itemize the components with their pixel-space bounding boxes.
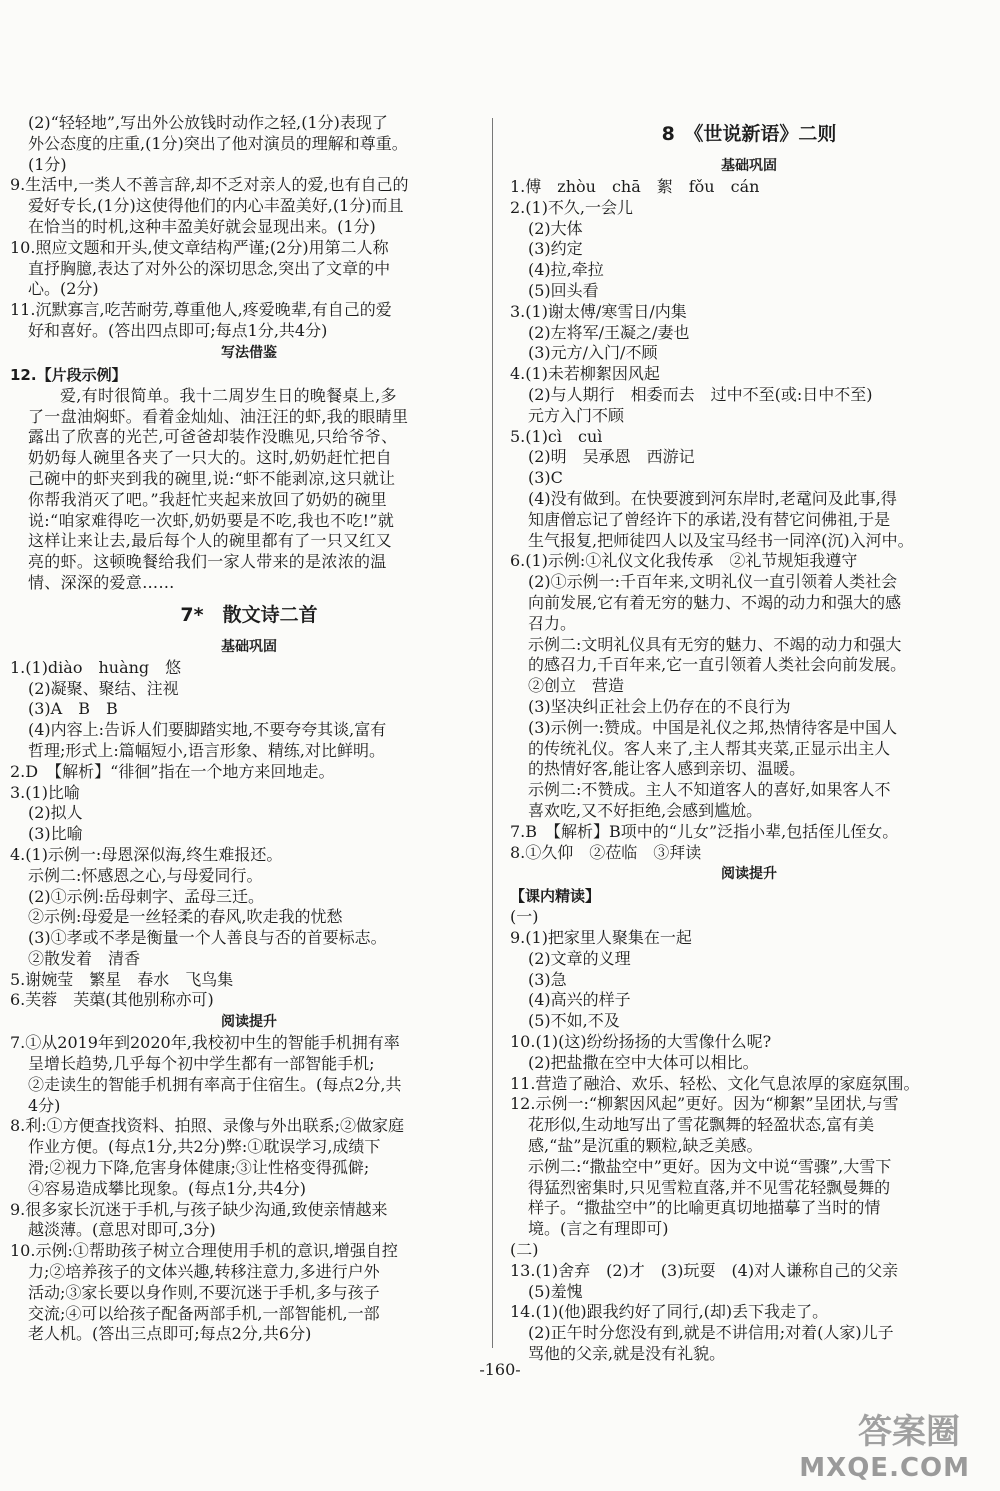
text-line: (4)高兴的样子 xyxy=(528,990,631,1010)
text-line: 越淡薄。(意思对即可,3分) xyxy=(28,1220,216,1240)
text-line: (2)明 吴承恩 西游记 xyxy=(528,447,695,467)
text-line: (3)约定 xyxy=(528,239,583,259)
text-line: (3)C xyxy=(528,468,563,488)
text-line: 滑;②视力下降,危害身体健康;③让性格变得孤僻; xyxy=(28,1158,370,1178)
text-line: (5)回头看 xyxy=(528,280,599,300)
tag-heading: 【课内精读】 xyxy=(510,887,601,906)
subsection-title: 阅读提升 xyxy=(721,866,777,883)
text-line: 3.(1)比喻 xyxy=(10,782,80,802)
text-line: 外公态度的庄重,(1分)突出了他对演员的理解和尊重。 xyxy=(28,133,408,153)
text-line: 10.示例:①帮助孩子树立合理使用手机的意识,增强自控 xyxy=(10,1241,398,1261)
text-line: 2.(1)不久,一会儿 xyxy=(510,197,634,217)
text-line: 爱好专长,(1分)这使得他们的内心丰盈美好,(1分)而且 xyxy=(28,196,404,216)
left-column-content xyxy=(0,113,488,1345)
text-line: (2)左将军/王凝之/妻也 xyxy=(528,322,690,342)
sample-line: 说:“咱家难得吃一次虾,奶奶要是不吃,我也不吃!”就 xyxy=(28,510,395,530)
text-line: 1.(1)diào huàng 悠 xyxy=(10,657,182,677)
text-line: 12.示例一:“柳絮因风起”更好。因为“柳絮”呈团状,与雪 xyxy=(510,1094,899,1114)
text-line: ②示例:母爱是一丝轻柔的春风,吹走我的忧愁 xyxy=(28,907,343,927)
text-line: 生气报复,把师徒四人以及宝马经书一同淬(沉)入河中。 xyxy=(528,530,914,550)
text-line: 2.D 【解析】“徘徊”指在一个地方来回地走。 xyxy=(10,761,335,781)
text-line: 示例二:不赞成。主人不知道客人的喜好,如果客人不 xyxy=(528,780,891,800)
sample-line: 奶奶每人碗里各夹了一只大的。这时,奶奶赶忙把自 xyxy=(28,448,392,468)
text-line: 8.①久仰 ②莅临 ③拜读 xyxy=(510,842,702,862)
text-line: 喜欢吃,又不好拒绝,会感到尴尬。 xyxy=(528,800,763,820)
text-line: 境。(言之有理即可) xyxy=(528,1219,669,1239)
text-line: 好和喜好。(答出四点即可;每点1分,共4分) xyxy=(28,320,328,340)
tag-heading: 12.【片段示例】 xyxy=(10,365,127,384)
text-line: 在恰当的时机,这种丰盈美好就会显现出来。(1分) xyxy=(28,216,376,236)
text-line: 的传统礼仪。客人来了,主人帮其夹菜,正显示出主人 xyxy=(528,738,891,758)
text-line: (二) xyxy=(510,1240,539,1260)
right-column xyxy=(500,113,988,1365)
sample-line: 亮的虾。这顿晚餐给我们一家人带来的是浓浓的温 xyxy=(28,552,387,572)
sample-line: 爱,有时很简单。我十二周岁生日的晚餐桌上,多 xyxy=(60,385,397,405)
text-line: 9.(1)把家里人聚集在一起 xyxy=(510,928,692,948)
text-line: (2)与人期行 相委而去 过中不至(或:日中不至) xyxy=(528,384,873,404)
text-line: 的感召力,千百年来,它一直引领着人类社会向前发展。 xyxy=(528,655,907,675)
text-line: (一) xyxy=(510,907,539,927)
text-line: 花形似,生动地写出了雪花飘舞的轻盈状态,富有美 xyxy=(528,1115,875,1135)
text-line: (3)示例一:赞成。中国是礼仪之邦,热情待客是中国人 xyxy=(528,717,898,737)
text-line: (4)内容上:告诉人们要脚踏实地,不要夸夸其谈,富有 xyxy=(28,720,387,740)
text-line: (3)急 xyxy=(528,969,567,989)
watermark-site: MXQE.COM xyxy=(799,1453,970,1483)
sample-line: 露出了欣喜的光芒,可爸爸却装作没瞧见,只给爷爷、 xyxy=(28,427,398,447)
text-line: 7.①从2019年到2020年,我校初中生的智能手机拥有率 xyxy=(10,1033,400,1053)
text-line: (4)拉,牵拉 xyxy=(528,260,604,280)
left-column xyxy=(0,113,488,1345)
column-divider xyxy=(492,118,493,1348)
text-line: ②走读生的智能手机拥有率高于住宿生。(每点2分,共 xyxy=(28,1074,402,1094)
text-line: (3)元方/入门/不顾 xyxy=(528,343,658,363)
text-line: (5)不如,不及 xyxy=(528,1011,620,1031)
text-line: 老人机。(答出三点即可;每点2分,共6分) xyxy=(28,1324,312,1344)
text-line: (5)羞愧 xyxy=(528,1281,583,1301)
text-line: 示例二:文明礼仪具有无穷的魅力、不竭的动力和强大 xyxy=(528,634,902,654)
text-line: 9.很多家长沉迷于手机,与孩子缺少沟通,致使亲情越来 xyxy=(10,1199,388,1219)
text-line: ④容易造成攀比现象。(每点1分,共4分) xyxy=(28,1178,306,1198)
text-line: 6.(1)示例:①礼仪文化我传承 ②礼节规矩我遵守 xyxy=(510,551,858,571)
text-line: 直抒胸臆,表达了对外公的深切思念,突出了文章的中 xyxy=(28,258,391,278)
text-line: 4分) xyxy=(28,1095,61,1115)
text-line: 骂他的父亲,就是没有礼貌。 xyxy=(528,1344,726,1364)
text-line: 心。(2分) xyxy=(28,279,99,299)
text-line: 11.营造了融洽、欢乐、轻松、文化气息浓厚的家庭氛围。 xyxy=(510,1073,920,1093)
text-line: 5.谢婉莹 繁星 春水 飞鸟集 xyxy=(10,969,234,989)
text-line: 10.(1)(这)纷纷扬扬的大雪像什么呢? xyxy=(510,1032,772,1052)
text-line: 13.(1)舍弃 (2)才 (3)玩耍 (4)对人谦称自己的父亲 xyxy=(510,1260,899,1280)
text-line: 4.(1)未若柳絮因风起 xyxy=(510,364,660,384)
text-line: 作业方便。(每点1分,共2分)弊:①耽误学习,成绩下 xyxy=(28,1137,381,1157)
text-line: 示例二:怀感恩之心,与母爱同行。 xyxy=(28,865,263,885)
text-line: (2)正午时分您没有到,就是不讲信用;对着(人家)儿子 xyxy=(528,1323,894,1343)
text-line: (4)没有做到。在快要渡到河东岸时,老鼋问及此事,得 xyxy=(528,488,897,508)
text-line: 样子。“撒盐空中”的比喻更真切地描摹了当时的情 xyxy=(528,1198,881,1218)
sample-line: 你帮我消灭了吧。”我赶忙夹起来放回了奶奶的碗里 xyxy=(28,489,388,509)
text-line: (3)坚决纠正社会上仍存在的不良行为 xyxy=(528,696,791,716)
section-title: 7* 散文诗二首 xyxy=(180,603,318,626)
text-line: ②创立 营造 xyxy=(528,676,625,696)
watermark-logo: 答案圈 xyxy=(858,1412,960,1452)
text-line: 10.照应文题和开头,使文章结构严谨;(2分)用第二人称 xyxy=(10,237,389,257)
subsection-title: 阅读提升 xyxy=(221,1014,277,1031)
subsection-title: 基础巩固 xyxy=(221,638,277,655)
text-line: 召力。 xyxy=(528,613,577,633)
section-title: 8 《世说新语》二则 xyxy=(661,123,837,145)
text-line: (3)比喻 xyxy=(28,824,83,844)
text-line: 力;②培养孩子的文体兴趣,转移注意力,多进行户外 xyxy=(28,1262,380,1282)
text-line: (2)凝聚、聚结、注视 xyxy=(28,678,179,698)
text-line: 呈增长趋势,几乎每个初中学生都有一部智能手机; xyxy=(28,1054,375,1074)
page-number: -160- xyxy=(479,1360,521,1379)
text-line: 知唐僧忘记了曾经许下的承诺,没有替它问佛祖,于是 xyxy=(528,509,891,529)
text-line: 元方入门不顾 xyxy=(528,405,625,425)
text-line: 活动;③家长要以身作则,不要沉迷于手机,多与孩子 xyxy=(28,1282,380,1302)
text-line: 示例二:“撒盐空中”更好。因为文中说“雪骤”,大雪下 xyxy=(528,1156,892,1176)
text-line: 8.利:①方便查找资料、拍照、录像与外出联系;②做家庭 xyxy=(10,1116,405,1136)
text-line: 交流;④可以给孩子配备两部手机,一部智能机,一部 xyxy=(28,1303,380,1323)
text-line: (2)①示例:岳母刺字、孟母三迁。 xyxy=(28,886,265,906)
text-line: (2)“轻轻地”,写出外公放钱时动作之轻,(1分)表现了 xyxy=(28,113,388,132)
text-line: (2)①示例一:千百年来,文明礼仪一直引领着人类社会 xyxy=(528,572,898,592)
text-line: 9.生活中,一类人不善言辞,却不乏对亲人的爱,也有自己的 xyxy=(10,175,409,195)
text-line: ②散发着 清香 xyxy=(28,948,141,968)
text-line: (3)A B B xyxy=(28,699,118,719)
sample-line: 己碗中的虾夹到我的碗里,说:“虾不能剥凉,这只就让 xyxy=(28,468,396,488)
text-line: 得猛烈密集时,只见雪粒直落,并不见雪花轻飘曼舞的 xyxy=(528,1177,891,1197)
text-line: 6.芙蓉 芙蕖(其他别称亦可) xyxy=(10,990,214,1010)
text-line: (2)把盐撒在空中大体可以相比。 xyxy=(528,1052,759,1072)
text-line: (2)文章的义理 xyxy=(528,948,631,968)
text-line: 7.B 【解析】B项中的“儿女”泛指小辈,包括侄儿侄女。 xyxy=(510,821,899,841)
sample-line: 这样让来让去,最后每个人的碗里都有了一只又红又 xyxy=(28,531,392,551)
text-line: (2)大体 xyxy=(528,218,583,238)
text-line: (3)①孝或不孝是衡量一个人善良与否的首要标志。 xyxy=(28,928,387,948)
text-line: (2)拟人 xyxy=(28,803,83,823)
subsection-title: 写法借鉴 xyxy=(221,344,277,361)
text-line: (1分) xyxy=(28,154,67,174)
right-column-content xyxy=(500,113,988,1365)
text-line: 3.(1)谢太傅/寒雪日/内集 xyxy=(510,301,687,321)
text-line: 感,“盐”是沉重的颗粒,缺乏美感。 xyxy=(528,1136,763,1156)
text-line: 的热情好客,能让客人感到亲切、温暖。 xyxy=(528,759,806,779)
sample-line: 情、深深的爱意…… xyxy=(28,572,175,592)
text-line: 5.(1)cì cuì xyxy=(510,426,603,446)
sample-line: 了一盘油焖虾。看着金灿灿、油汪汪的虾,我的眼睛里 xyxy=(28,406,409,426)
text-line: 1.傅 zhòu chā 絮 fǒu cán xyxy=(510,177,760,196)
subsection-title: 基础巩固 xyxy=(721,158,777,174)
text-line: 14.(1)(他)跟我约好了同行,(却)丢下我走了。 xyxy=(510,1302,829,1322)
text-line: 向前发展,它有着无穷的魅力、不竭的动力和强大的感 xyxy=(528,592,902,612)
text-line: 哲理;形式上:篇幅短小,语言形象、精练,对比鲜明。 xyxy=(28,740,385,760)
text-line: 11.沉默寡言,吃苦耐劳,尊重他人,疼爱晚辈,有自己的爱 xyxy=(10,300,392,320)
text-line: 4.(1)示例一:母恩深似海,终生难报还。 xyxy=(10,844,283,864)
